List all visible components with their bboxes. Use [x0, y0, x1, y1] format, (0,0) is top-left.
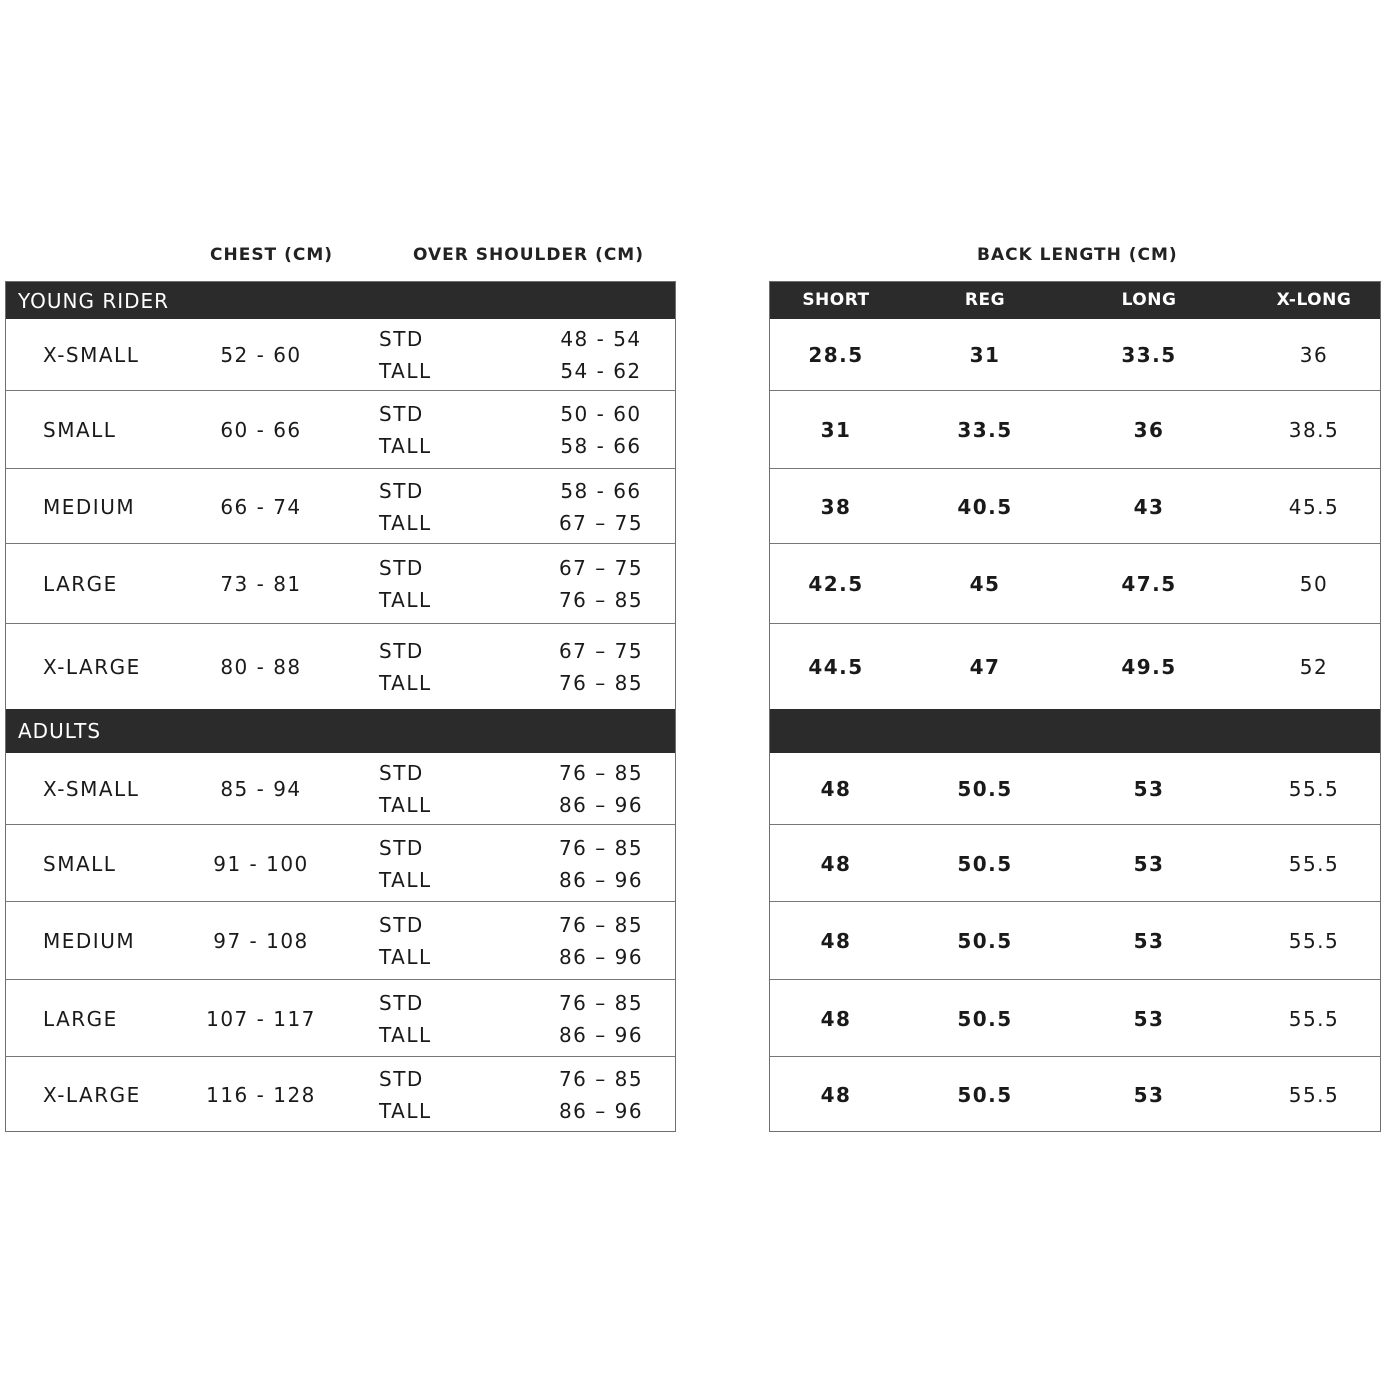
back-length-column-header: SHORT	[802, 290, 870, 310]
back-length-value: 33.5	[1121, 343, 1177, 367]
back-length-row	[770, 753, 1380, 825]
size-table-left	[5, 281, 676, 1132]
size-row	[6, 544, 675, 624]
back-length-value: 47.5	[1121, 572, 1177, 596]
shoulder-std-range: 50 - 60	[560, 402, 642, 426]
chest-header: CHEST (CM)	[210, 245, 334, 265]
size-row	[6, 391, 675, 469]
back-length-value: 28.5	[808, 343, 864, 367]
size-label: X-SMALL	[43, 343, 140, 367]
fit-std-label: STD	[379, 639, 424, 663]
size-label: LARGE	[43, 1007, 118, 1031]
back-length-value: 50.5	[957, 929, 1013, 953]
back-length-value: 53	[1133, 1007, 1165, 1031]
size-label: X-LARGE	[43, 655, 141, 679]
chest-range: 97 - 108	[213, 929, 309, 953]
back-length-row	[770, 624, 1380, 709]
back-length-row	[770, 391, 1380, 469]
shoulder-tall-range: 58 - 66	[560, 434, 642, 458]
back-length-row	[770, 825, 1380, 902]
back-length-value: 52	[1299, 655, 1329, 679]
back-length-value: 36	[1299, 343, 1329, 367]
back-length-value: 48	[820, 1083, 852, 1107]
back-length-row	[770, 544, 1380, 624]
section-header-bar	[6, 709, 675, 753]
back-length-value: 40.5	[957, 495, 1013, 519]
back-length-column-header: REG	[964, 290, 1006, 310]
section-title: YOUNG RIDER	[18, 289, 170, 313]
back-length-value: 36	[1133, 418, 1165, 442]
back-length-section-bar	[770, 282, 1380, 319]
size-row	[6, 825, 675, 902]
chest-range: 60 - 66	[220, 418, 302, 442]
back-length-value: 53	[1133, 1083, 1165, 1107]
chest-range: 107 - 117	[206, 1007, 316, 1031]
shoulder-tall-range: 86 – 96	[558, 945, 644, 969]
fit-tall-label: TALL	[379, 359, 432, 383]
fit-std-label: STD	[379, 1067, 424, 1091]
chest-range: 80 - 88	[220, 655, 302, 679]
fit-tall-label: TALL	[379, 671, 432, 695]
fit-tall-label: TALL	[379, 511, 432, 535]
back-length-value: 38	[820, 495, 852, 519]
back-length-value: 45	[969, 572, 1001, 596]
back-length-value: 31	[820, 418, 852, 442]
chest-range: 52 - 60	[220, 343, 302, 367]
shoulder-std-range: 67 – 75	[558, 556, 644, 580]
back-length-value: 50	[1299, 572, 1329, 596]
back-length-row	[770, 902, 1380, 980]
shoulder-std-range: 76 – 85	[558, 761, 644, 785]
chest-range: 85 - 94	[220, 777, 302, 801]
back-length-value: 50.5	[957, 1007, 1013, 1031]
size-label: SMALL	[43, 418, 117, 442]
section-title: ADULTS	[18, 719, 102, 743]
shoulder-tall-range: 86 – 96	[558, 1099, 644, 1123]
fit-tall-label: TALL	[379, 945, 432, 969]
fit-std-label: STD	[379, 327, 424, 351]
back-length-row	[770, 469, 1380, 544]
back-length-row	[770, 1057, 1380, 1133]
back-length-value: 50.5	[957, 1083, 1013, 1107]
chest-range: 91 - 100	[213, 852, 309, 876]
back-length-row	[770, 319, 1380, 391]
back-length-header: BACK LENGTH (CM)	[977, 245, 1178, 265]
shoulder-tall-range: 86 – 96	[558, 793, 644, 817]
fit-tall-label: TALL	[379, 793, 432, 817]
back-length-value: 50.5	[957, 852, 1013, 876]
fit-std-label: STD	[379, 556, 424, 580]
back-length-value: 48	[820, 929, 852, 953]
back-length-value: 48	[820, 1007, 852, 1031]
size-row	[6, 1057, 675, 1133]
back-length-value: 42.5	[808, 572, 864, 596]
size-row	[6, 469, 675, 544]
back-length-section-bar	[770, 709, 1380, 753]
shoulder-std-range: 48 - 54	[560, 327, 642, 351]
shoulder-std-range: 76 – 85	[558, 836, 644, 860]
shoulder-std-range: 76 – 85	[558, 1067, 644, 1091]
shoulder-tall-range: 86 – 96	[558, 868, 644, 892]
shoulder-std-range: 76 – 85	[558, 991, 644, 1015]
back-length-value: 38.5	[1288, 418, 1340, 442]
chest-range: 116 - 128	[206, 1083, 316, 1107]
size-row	[6, 319, 675, 391]
back-length-value: 31	[969, 343, 1001, 367]
size-row	[6, 624, 675, 709]
shoulder-tall-range: 54 - 62	[560, 359, 642, 383]
chest-range: 66 - 74	[220, 495, 302, 519]
size-row	[6, 902, 675, 980]
back-length-value: 53	[1133, 852, 1165, 876]
shoulder-tall-range: 76 – 85	[558, 588, 644, 612]
back-length-value: 44.5	[808, 655, 864, 679]
section-header-bar	[6, 282, 675, 319]
back-length-column-header: X-LONG	[1276, 290, 1352, 310]
back-length-value: 53	[1133, 929, 1165, 953]
shoulder-std-range: 76 – 85	[558, 913, 644, 937]
back-length-value: 47	[969, 655, 1001, 679]
size-label: X-LARGE	[43, 1083, 141, 1107]
fit-tall-label: TALL	[379, 1023, 432, 1047]
back-length-value: 55.5	[1288, 1007, 1340, 1031]
size-row	[6, 980, 675, 1057]
size-label: MEDIUM	[43, 929, 136, 953]
size-label: MEDIUM	[43, 495, 136, 519]
back-length-value: 55.5	[1288, 1083, 1340, 1107]
shoulder-std-range: 58 - 66	[560, 479, 642, 503]
fit-std-label: STD	[379, 836, 424, 860]
fit-std-label: STD	[379, 761, 424, 785]
fit-std-label: STD	[379, 402, 424, 426]
back-length-value: 43	[1133, 495, 1165, 519]
fit-std-label: STD	[379, 991, 424, 1015]
back-length-value: 55.5	[1288, 929, 1340, 953]
back-length-value: 49.5	[1121, 655, 1177, 679]
shoulder-tall-range: 76 – 85	[558, 671, 644, 695]
chest-range: 73 - 81	[220, 572, 302, 596]
size-label: X-SMALL	[43, 777, 140, 801]
back-length-table	[769, 281, 1381, 1132]
size-label: SMALL	[43, 852, 117, 876]
fit-std-label: STD	[379, 479, 424, 503]
size-label: LARGE	[43, 572, 118, 596]
shoulder-tall-range: 86 – 96	[558, 1023, 644, 1047]
back-length-column-header: LONG	[1121, 290, 1177, 310]
back-length-value: 55.5	[1288, 852, 1340, 876]
fit-std-label: STD	[379, 913, 424, 937]
over-shoulder-header: OVER SHOULDER (CM)	[413, 245, 644, 265]
back-length-value: 53	[1133, 777, 1165, 801]
back-length-value: 33.5	[957, 418, 1013, 442]
shoulder-std-range: 67 – 75	[558, 639, 644, 663]
size-row	[6, 753, 675, 825]
fit-tall-label: TALL	[379, 868, 432, 892]
back-length-value: 55.5	[1288, 777, 1340, 801]
fit-tall-label: TALL	[379, 588, 432, 612]
back-length-value: 50.5	[957, 777, 1013, 801]
fit-tall-label: TALL	[379, 434, 432, 458]
fit-tall-label: TALL	[379, 1099, 432, 1123]
back-length-value: 45.5	[1288, 495, 1340, 519]
back-length-value: 48	[820, 777, 852, 801]
shoulder-tall-range: 67 – 75	[558, 511, 644, 535]
back-length-value: 48	[820, 852, 852, 876]
back-length-row	[770, 980, 1380, 1057]
